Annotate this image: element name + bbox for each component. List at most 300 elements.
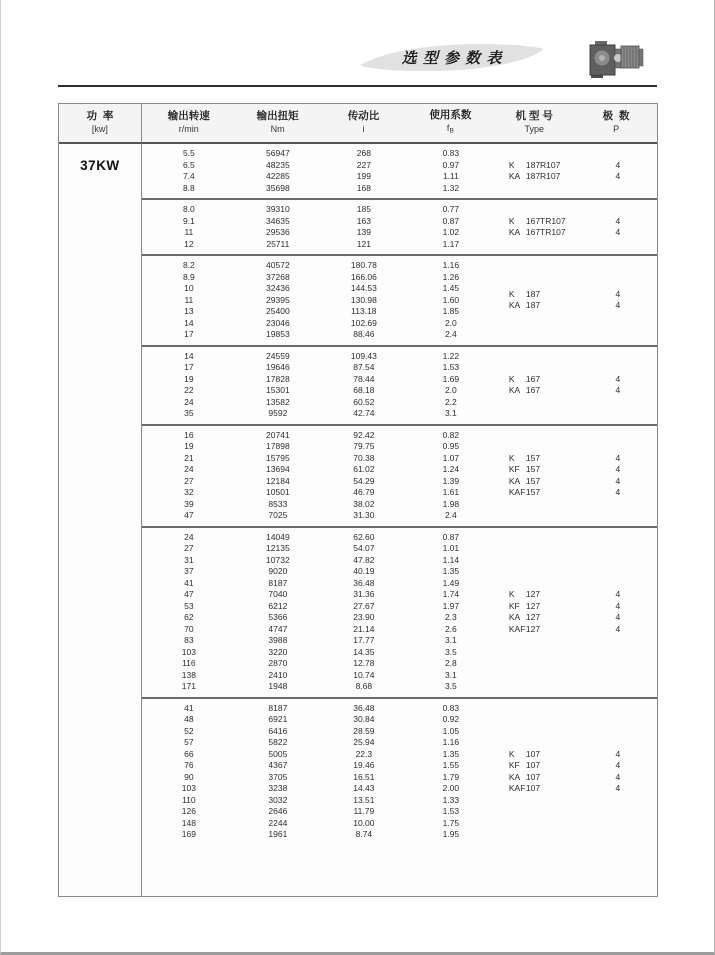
cell-ratio: 60.52 — [353, 396, 375, 407]
table-row — [142, 818, 657, 830]
table-row — [142, 737, 657, 749]
table-row — [142, 647, 657, 659]
cell-speed: 9.1 — [182, 215, 195, 226]
cell-torque: 8187 — [268, 577, 288, 588]
spec-block-157 — [142, 424, 657, 526]
cell-type-prefix: K — [508, 748, 515, 759]
cell-ratio: 8.74 — [355, 829, 373, 839]
cell-factor: 1.22 — [442, 350, 460, 361]
cell-factor: 1.01 — [442, 543, 460, 553]
cell-ratio: 199 — [356, 171, 371, 181]
table-row — [142, 171, 657, 183]
cell-torque: 25400 — [266, 306, 290, 316]
cell-speed: 13 — [184, 306, 194, 316]
cell-torque: 39310 — [266, 204, 290, 214]
cell-torque: 29395 — [266, 294, 290, 305]
table-row — [142, 408, 657, 420]
cell-speed: 22 — [184, 385, 194, 395]
cell-factor: 1.61 — [442, 487, 460, 497]
table-row — [142, 612, 657, 624]
table-row — [142, 385, 657, 397]
col-header-ratio: 传动比 i — [347, 110, 380, 134]
cell-poles: 4 — [615, 464, 621, 474]
cell-ratio: 185 — [356, 204, 371, 214]
cell-factor: 1.45 — [442, 283, 460, 293]
cell-speed: 103 — [181, 646, 196, 657]
cell-factor: 2.00 — [442, 783, 460, 793]
cell-torque: 24559 — [266, 350, 290, 361]
table-row — [142, 318, 657, 330]
cell-ratio: 144.53 — [350, 283, 377, 293]
cell-factor: 1.32 — [442, 182, 460, 193]
table-row — [142, 772, 657, 784]
cell-torque: 13694 — [266, 464, 290, 474]
cell-poles: 4 — [615, 288, 621, 299]
cell-ratio: 22.3 — [355, 748, 373, 759]
cell-torque: 35698 — [266, 182, 290, 193]
table-row — [142, 760, 657, 772]
cell-type-number: 107 — [525, 760, 541, 770]
power-value: 37KW — [80, 158, 120, 173]
cell-speed: 110 — [182, 794, 196, 805]
cell-factor: 2.8 — [444, 658, 457, 668]
cell-factor: 1.17 — [442, 238, 460, 249]
col-header-output-torque: 输出扭矩 Nm — [256, 110, 299, 134]
cell-speed: 41 — [184, 577, 194, 588]
page-title-banner — [357, 43, 547, 72]
cell-factor: 2.2 — [444, 396, 457, 407]
cell-factor: 1.11 — [442, 171, 459, 181]
cell-speed: 39 — [184, 498, 194, 509]
cell-type-prefix: K — [508, 373, 515, 384]
cell-speed: 62 — [184, 612, 194, 622]
cell-torque: 20741 — [266, 429, 290, 440]
cell-type-number: 167 — [525, 385, 541, 395]
cell-type-number: 127 — [525, 589, 541, 599]
cell-ratio: 21.14 — [353, 623, 375, 634]
spec-block-187r107 — [142, 144, 657, 198]
cell-torque: 5822 — [268, 737, 288, 747]
cell-torque: 19646 — [266, 362, 290, 372]
spec-block-127 — [142, 526, 657, 697]
table-row — [142, 183, 657, 195]
col-header-output-speed: 输出转速 r/min — [167, 110, 210, 134]
cell-poles: 4 — [615, 385, 621, 395]
table-row — [142, 783, 657, 795]
cell-torque: 56947 — [266, 148, 290, 158]
cell-ratio: 16.51 — [353, 771, 375, 782]
cell-speed: 24 — [184, 531, 194, 542]
cell-speed: 90 — [184, 771, 194, 782]
table-row — [142, 362, 657, 374]
cell-speed: 116 — [182, 658, 196, 668]
cell-factor: 1.79 — [442, 771, 460, 782]
table-row — [142, 532, 657, 544]
cell-torque: 17898 — [266, 441, 290, 451]
cell-type-prefix: KA — [508, 475, 521, 486]
cell-ratio: 14.43 — [353, 783, 375, 793]
cell-ratio: 28.59 — [353, 725, 375, 736]
cell-factor: 0.77 — [442, 204, 460, 214]
cell-torque: 7025 — [268, 510, 288, 520]
table-row — [142, 601, 657, 613]
cell-ratio: 31.36 — [353, 589, 375, 599]
cell-speed: 138 — [181, 669, 196, 680]
block-rows — [142, 430, 657, 522]
cell-speed: 17 — [184, 329, 194, 339]
cell-torque: 1948 — [268, 681, 288, 691]
cell-type-prefix: K — [508, 452, 515, 463]
cell-factor: 1.55 — [442, 760, 460, 770]
cell-speed: 27 — [184, 475, 194, 486]
cell-ratio: 14.35 — [353, 646, 375, 657]
cell-speed: 41 — [184, 702, 194, 713]
cell-type-number: 187 — [525, 300, 541, 311]
table-row — [142, 487, 657, 499]
cell-type-prefix: K — [508, 159, 515, 170]
cell-ratio: 79.75 — [353, 441, 375, 451]
cell-factor: 0.82 — [442, 429, 460, 440]
table-body — [59, 144, 657, 896]
block-rows — [142, 260, 657, 341]
table-row — [142, 578, 657, 590]
cell-factor: 1.49 — [442, 577, 460, 588]
table-row — [142, 624, 657, 636]
col-header-poles: 极 数 P — [602, 110, 630, 134]
cell-speed: 47 — [184, 510, 194, 520]
cell-torque: 3220 — [268, 646, 288, 657]
cell-ratio: 13.51 — [353, 794, 375, 805]
table-row — [142, 714, 657, 726]
cell-type-prefix: KF — [508, 760, 520, 770]
cell-ratio: 36.48 — [353, 702, 375, 713]
cell-speed: 6.5 — [182, 159, 195, 170]
cell-torque: 3032 — [268, 794, 288, 805]
cell-poles: 4 — [615, 783, 621, 793]
cell-factor: 3.5 — [444, 681, 457, 691]
cell-torque: 15795 — [266, 452, 290, 463]
table-row — [142, 430, 657, 442]
cell-speed: 171 — [181, 681, 196, 691]
cell-torque: 3705 — [268, 771, 288, 782]
cell-speed: 11 — [184, 227, 194, 237]
cell-ratio: 163 — [356, 215, 371, 226]
cell-speed: 10 — [184, 283, 194, 293]
cell-speed: 24 — [184, 464, 194, 474]
gearmotor-photo-icon — [585, 37, 647, 81]
cell-torque: 8533 — [268, 498, 288, 509]
cell-speed: 8.0 — [182, 204, 195, 214]
table-row — [142, 499, 657, 511]
cell-type-prefix: K — [508, 589, 515, 599]
cell-ratio: 268 — [356, 148, 371, 158]
cell-ratio: 62.60 — [353, 531, 375, 542]
table-row — [142, 635, 657, 647]
cell-type-number: 157 — [525, 475, 541, 486]
table-row — [142, 829, 657, 841]
cell-factor: 1.35 — [442, 566, 460, 576]
table-row — [142, 795, 657, 807]
cell-torque: 4747 — [268, 623, 288, 634]
cell-ratio: 46.79 — [353, 487, 375, 497]
cell-type-number: 187R107 — [525, 171, 561, 181]
cell-torque: 3988 — [268, 635, 288, 645]
cell-speed: 32 — [184, 487, 194, 497]
cell-poles: 4 — [615, 159, 621, 170]
cell-type-prefix: KAF — [508, 487, 526, 497]
cell-torque: 2410 — [268, 669, 288, 680]
cell-type-prefix: KF — [508, 600, 520, 611]
cell-torque: 12135 — [266, 543, 290, 553]
cell-factor: 0.97 — [442, 159, 460, 170]
cell-factor: 1.07 — [442, 452, 460, 463]
cell-torque: 42285 — [266, 171, 290, 181]
cell-ratio: 54.29 — [353, 475, 375, 486]
table-row — [142, 703, 657, 715]
col-header-service-factor: 使用系数 $f_B$ — [429, 108, 472, 135]
cell-ratio: 23.90 — [353, 612, 375, 622]
cell-ratio: 10.00 — [353, 817, 375, 828]
table-row — [142, 227, 657, 239]
cell-torque: 15301 — [266, 385, 290, 395]
cell-factor: 1.53 — [442, 806, 460, 816]
cell-torque: 6212 — [268, 600, 288, 611]
cell-poles: 4 — [615, 589, 621, 599]
table-row — [142, 283, 657, 295]
cell-ratio: 78.44 — [353, 373, 375, 384]
table-row — [142, 148, 657, 160]
cell-type-number: 167TR107 — [525, 215, 566, 226]
cell-torque: 19853 — [266, 329, 290, 339]
cell-type-number: 167 — [525, 373, 541, 384]
table-row — [142, 160, 657, 172]
table-header-row — [59, 104, 657, 144]
cell-torque: 4367 — [268, 760, 288, 770]
cell-factor: 1.69 — [442, 373, 460, 384]
cell-type-number: 187 — [525, 288, 541, 299]
table-row — [142, 510, 657, 522]
table-row — [142, 239, 657, 251]
cell-factor: 1.02 — [442, 227, 460, 237]
table-row — [142, 681, 657, 693]
spec-block-107 — [142, 697, 657, 845]
cell-type-prefix: K — [508, 288, 515, 299]
spec-block-167tr107 — [142, 198, 657, 254]
cell-ratio: 121 — [356, 238, 371, 249]
cell-type-prefix: KA — [508, 171, 521, 181]
cell-torque: 5366 — [268, 612, 288, 622]
table-row — [142, 329, 657, 341]
table-row — [142, 216, 657, 228]
cell-ratio: 54.07 — [353, 543, 375, 553]
cell-type-number: 157 — [525, 464, 541, 474]
table-row — [142, 726, 657, 738]
cell-speed: 76 — [184, 760, 194, 770]
table-row — [142, 260, 657, 272]
table-row — [142, 351, 657, 363]
cell-speed: 83 — [184, 635, 194, 645]
cell-speed: 53 — [184, 600, 194, 611]
cell-torque: 2870 — [268, 658, 288, 668]
cell-factor: 0.92 — [442, 714, 460, 724]
cell-speed: 37 — [184, 566, 194, 576]
cell-factor: 1.60 — [442, 294, 460, 305]
cell-factor: 1.16 — [442, 737, 460, 747]
cell-speed: 16 — [184, 429, 194, 440]
cell-speed: 52 — [184, 725, 194, 736]
cell-factor: 1.26 — [442, 271, 460, 282]
cell-type-number: 157 — [525, 452, 541, 463]
cell-ratio: 227 — [356, 159, 371, 170]
cell-torque: 2244 — [268, 817, 288, 828]
cell-ratio: 38.02 — [353, 498, 375, 509]
cell-factor: 0.87 — [442, 531, 460, 542]
cell-torque: 6416 — [268, 725, 288, 736]
cell-factor: 3.1 — [444, 635, 457, 645]
table-row — [142, 658, 657, 670]
table-row — [142, 566, 657, 578]
cell-type-prefix: KAF — [508, 783, 526, 793]
table-row — [142, 670, 657, 682]
cell-ratio: 11.79 — [353, 806, 375, 816]
power-column — [59, 144, 142, 896]
cell-factor: 1.39 — [442, 475, 460, 486]
cell-factor: 1.97 — [442, 600, 460, 611]
cell-ratio: 10.74 — [353, 669, 375, 680]
cell-torque: 40572 — [266, 260, 290, 270]
cell-torque: 9592 — [268, 408, 288, 418]
cell-poles: 4 — [615, 373, 621, 384]
block-rows — [142, 148, 657, 194]
cell-type-number: 107 — [525, 783, 541, 793]
cell-speed: 8.2 — [182, 260, 195, 270]
cell-factor: 1.75 — [442, 817, 460, 828]
cell-factor: 1.95 — [442, 829, 460, 839]
block-rows — [142, 703, 657, 841]
cell-torque: 17828 — [266, 373, 290, 384]
table-row — [142, 749, 657, 761]
cell-type-number: 127 — [525, 623, 541, 634]
cell-poles: 4 — [615, 487, 621, 497]
col-header-power: 功 率 [kw] — [59, 104, 142, 142]
cell-factor: 0.87 — [442, 215, 460, 226]
cell-factor: 1.24 — [442, 464, 460, 474]
cell-speed: 14 — [184, 350, 194, 361]
cell-type-prefix: KAF — [508, 623, 526, 634]
cell-type-prefix: K — [508, 215, 515, 226]
cell-torque: 3238 — [268, 783, 288, 793]
cell-speed: 17 — [184, 362, 194, 372]
table-row — [142, 543, 657, 555]
cell-factor: 0.83 — [442, 702, 460, 713]
cell-speed: 103 — [181, 783, 196, 793]
cell-speed: 5.5 — [182, 148, 195, 158]
cell-torque: 10501 — [266, 487, 290, 497]
cell-torque: 25711 — [266, 238, 290, 249]
cell-speed: 7.4 — [182, 171, 195, 181]
cell-torque: 32436 — [266, 283, 290, 293]
cell-ratio: 8.68 — [355, 681, 373, 691]
cell-torque: 8187 — [268, 702, 288, 713]
cell-speed: 48 — [184, 714, 194, 724]
cell-factor: 0.95 — [442, 441, 460, 451]
cell-type-prefix: KF — [508, 464, 520, 474]
selection-parameter-table — [58, 103, 658, 897]
cell-speed: 8.8 — [182, 182, 195, 193]
cell-poles: 4 — [615, 452, 621, 463]
cell-ratio: 139 — [356, 227, 371, 237]
cell-type-number: 107 — [525, 771, 541, 782]
cell-factor: 2.0 — [444, 385, 457, 395]
cell-torque: 9020 — [268, 566, 288, 576]
cell-poles: 4 — [615, 760, 621, 770]
cell-factor: 1.85 — [442, 306, 460, 316]
cell-torque: 7040 — [268, 589, 288, 599]
cell-ratio: 168 — [356, 182, 371, 193]
table-row — [142, 476, 657, 488]
table-row — [142, 374, 657, 386]
cell-poles: 4 — [615, 600, 621, 611]
cell-torque: 6921 — [268, 714, 288, 724]
cell-ratio: 87.54 — [353, 362, 375, 372]
table-row — [142, 397, 657, 409]
cell-ratio: 109.43 — [350, 350, 377, 361]
cell-ratio: 17.77 — [353, 635, 375, 645]
cell-speed: 27 — [184, 543, 194, 553]
table-row — [142, 204, 657, 216]
cell-poles: 4 — [615, 215, 621, 226]
cell-speed: 70 — [184, 623, 194, 634]
cell-factor: 0.83 — [442, 148, 460, 158]
cell-torque: 5005 — [268, 748, 288, 759]
cell-ratio: 30.84 — [353, 714, 375, 724]
cell-ratio: 180.78 — [350, 260, 377, 270]
cell-factor: 2.0 — [444, 317, 457, 328]
cell-factor: 1.33 — [442, 794, 460, 805]
cell-torque: 10732 — [266, 554, 290, 565]
cell-ratio: 47.82 — [353, 554, 375, 565]
cell-type-prefix: KA — [508, 300, 521, 311]
cell-factor: 1.16 — [442, 260, 460, 270]
cell-poles: 4 — [615, 748, 621, 759]
table-row — [142, 555, 657, 567]
cell-speed: 66 — [184, 748, 194, 759]
cell-type-number: 127 — [525, 612, 541, 622]
cell-ratio: 113.18 — [351, 306, 377, 316]
block-rows — [142, 204, 657, 250]
cell-type-number: 167TR107 — [525, 227, 566, 237]
cell-torque: 29536 — [266, 227, 290, 237]
cell-factor: 2.6 — [444, 623, 457, 634]
table-row — [142, 272, 657, 284]
cell-speed: 8.9 — [182, 271, 195, 282]
header-rule — [58, 85, 657, 87]
cell-type-prefix: KA — [508, 612, 521, 622]
cell-factor: 1.74 — [442, 589, 460, 599]
block-rows — [142, 532, 657, 693]
cell-type-prefix: KA — [508, 771, 521, 782]
cell-ratio: 27.67 — [353, 600, 375, 611]
cell-speed: 11 — [184, 294, 194, 305]
cell-ratio: 130.98 — [350, 294, 377, 305]
cell-ratio: 88.46 — [353, 329, 375, 339]
cell-torque: 2646 — [268, 806, 288, 816]
cell-speed: 169 — [181, 829, 196, 839]
cell-type-number: 107 — [525, 748, 541, 759]
cell-speed: 19 — [184, 441, 194, 451]
cell-factor: 2.4 — [444, 510, 457, 520]
cell-torque: 34635 — [266, 215, 290, 226]
